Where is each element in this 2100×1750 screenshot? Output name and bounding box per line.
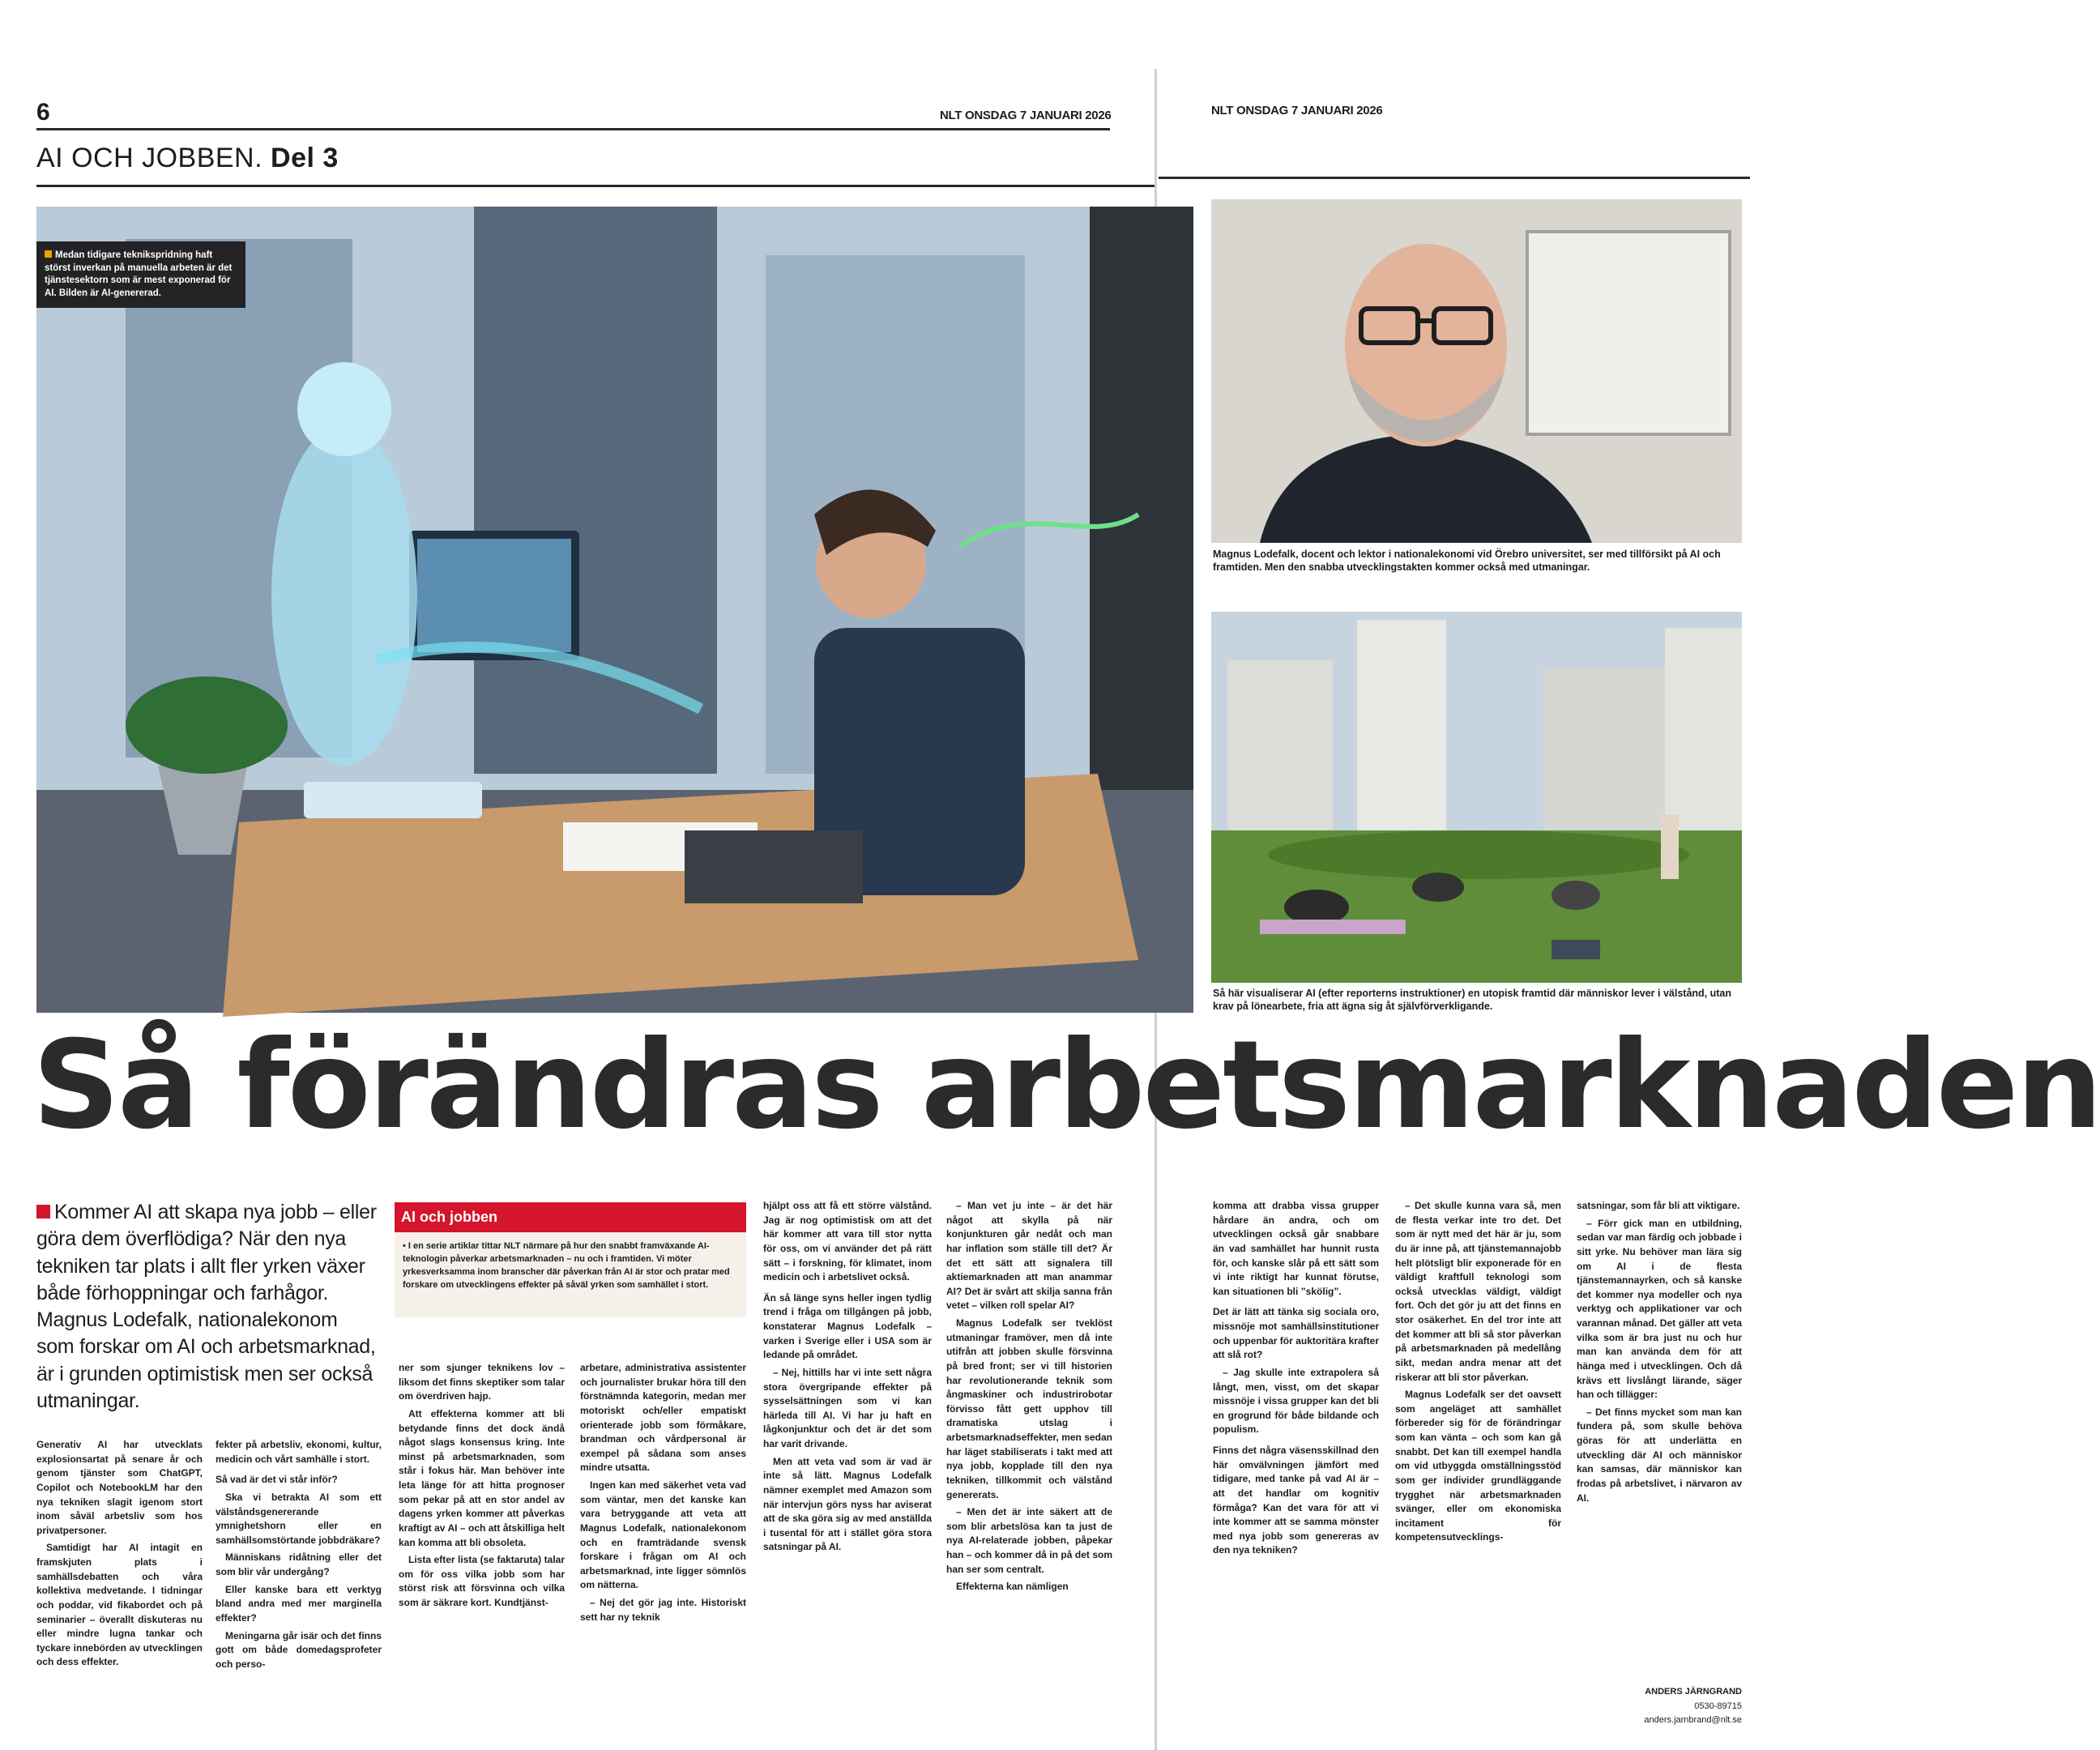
paragraph: Meningarna går isär och det finns gott om både domedagsprofeter och perso- bbox=[216, 1629, 382, 1670]
paragraph: komma att drabba vissa grupper hårdare än andra, och om utvecklingen också går snabbare än vad samhället har hunnit rusta för, och kanske slår på ett sätt som vi inte riktigt har kunnat förutse, kan situationen bli ”skölig”. bbox=[1213, 1200, 1379, 1297]
header-rule-left bbox=[36, 128, 1110, 130]
hero-image-caption bbox=[36, 241, 245, 308]
question: Så vad är det vi står inför? bbox=[216, 1474, 338, 1486]
paragraph: Samtidigt har AI intagit en framskjuten plats i samhällsdebatten och våra kollektiva medvetande. I tidningar och poddar, vid fikabordet och på seminarier – överallt diskuteras nu eller mindre lugna tankar och tyckare innebörden av utvecklingen och dess effekter. bbox=[36, 1542, 203, 1668]
factbox-title: AI och jobben bbox=[395, 1202, 746, 1232]
portrait-photo-magnus-lodefalk bbox=[1211, 199, 1742, 543]
paragraph: – Det finns mycket som man kan fundera på, som skulle behöva göras för att underlätta en utveckling där AI och människor kan samsas, där människor kan frodas på arbetslivet, i närvaron av AI. bbox=[1577, 1406, 1742, 1504]
paragraph: Men att veta vad som är vad är inte så lätt. Magnus Lodefalk nämner exemplet med Amazon som när intervjun görs nyss har aviserat att de ska göra sig av med anställda i tusental för att i stället göra stora satsningar på AI. bbox=[763, 1455, 932, 1553]
paragraph: – Men det är inte säkert att de som blir arbetslösa kan ta just de nya AI-relaterade jobben, påpekar han – och kommer då in på det som han ser som centralt. bbox=[946, 1506, 1112, 1575]
body-column-5 bbox=[946, 1199, 1112, 1598]
paragraph: – Det skulle kunna vara så, men de flesta verkar inte tro det. Det som är nytt med det här är ju, som du är inne på, att tjänstemannajobb helt plötsligt blir exponerade för en väldigt kraftfull teknologi som också utvecklas väldigt, väldigt fort. Och det gör ju att det finns en stor osäkerhet. En del tror inte att det kommer att bli så stor påverkan på arbetsmarknaden på medellång sikt, medan andra menar att det riskerar att bli stor påverkan. bbox=[1395, 1200, 1561, 1383]
byline-phone: 0530-89715 bbox=[1694, 1701, 1742, 1711]
ingress-marker-icon bbox=[36, 1205, 50, 1219]
paragraph: Än så länge syns heller ingen tydlig trend i fråga om tillgången på jobb, konstaterar Magnus Lodefalk – varken i Sverige eller i USA som är ledande på området. bbox=[763, 1291, 932, 1361]
paragraph: – Man vet ju inte – är det här något att skylla på när konjunkturen går nedåt och man har inflation som ställe till det? Är det ett sätt att signalera till aktiemarknaden att man anammar AI? Det är svårt att skilja sanna från vetet – vilken roll spelar AI? bbox=[946, 1200, 1112, 1312]
right-header-date: NLT ONSDAG 7 JANUARI 2026 bbox=[1211, 104, 1383, 117]
paragraph: arbetare, administrativa assistenter och journalister brukar höra till den förstnämnda kategorin, medan mer motoriskt och/eller empatiskt orienterade jobb som förmåkare, brandman och vårdpersonal är exempel på sådana som anses mindre utsatta. bbox=[580, 1362, 746, 1474]
body-column-4 bbox=[763, 1199, 932, 1558]
body-column-3 bbox=[580, 1361, 746, 1628]
paragraph: – Nej det gör jag inte. Historiskt sett har ny teknik bbox=[580, 1597, 746, 1623]
headline: Så förändras arbetsmarknaden bbox=[32, 1015, 2100, 1156]
body-column-1 bbox=[36, 1438, 203, 1673]
paragraph: – Nej, hittills har vi inte sett några stora övergripande effekter på sysselsättningen som vi kan härleda till AI. Vi har ju haft en lågkonjunktur och det är det som har varit drivande. bbox=[763, 1366, 932, 1449]
paragraph: ner som sjunger teknikens lov – liksom det finns skeptiker som talar om överdriven hajp. bbox=[399, 1362, 565, 1402]
paragraph: Ingen kan med säkerhet veta vad som väntar, men det kanske kan vara betryggande att veta att Magnus Lodefalk, nationalekonom och en framträdande svensk forskare i frågan om AI och arbetsmarknad, inte ligger sömnlös om nätterna. bbox=[580, 1479, 746, 1591]
park-caption: Så här visualiserar AI (efter reporterns instruktioner) en utopisk framtid där människor lever i välstånd, utan krav på lönearbete, fria att ägna sig åt självförverkligande. bbox=[1213, 988, 1732, 1013]
section-title bbox=[36, 143, 339, 174]
hero-caption-text: Medan tidigare teknikspridning haft störst inverkan på manuella arbeten är det tjänstesektorn som är mest exponerad för AI. Bilden är AI-genererad. bbox=[45, 250, 233, 298]
paragraph: Lista efter lista (se faktaruta) talar om för oss vilka jobb som har störst risk att försvinna och vilka som är säkrare kort. Kundtjänst- bbox=[399, 1554, 565, 1608]
body-column-7 bbox=[1395, 1199, 1561, 1548]
hero-image-ai-office bbox=[36, 207, 1193, 1013]
paragraph: fekter på arbetsliv, ekonomi, kultur, medicin och vårt samhälle i stort. bbox=[216, 1439, 382, 1465]
byline-name: ANDERS JÄRNGRAND bbox=[1645, 1687, 1742, 1697]
byline bbox=[1592, 1685, 1742, 1728]
paragraph: satsningar, som får bli att viktigare. bbox=[1577, 1200, 1740, 1211]
ingress-text: Kommer AI att skapa nya jobb – eller göra dem överflödiga? När den nya tekniken tar plats i allt fler yrken växer både förhoppningar och farhågor. Magnus Lodefalk, nationalekonom som forskar om AI och arbetsmarknad, är i grunden optimistisk men ser också utmaningar. bbox=[36, 1201, 377, 1412]
body-column-6 bbox=[1213, 1199, 1379, 1561]
header-rule-right bbox=[1159, 177, 1750, 179]
byline-email: anders.jarnbrand@nlt.se bbox=[1644, 1715, 1742, 1726]
section-part: Del 3 bbox=[271, 143, 339, 173]
paragraph: – Förr gick man en utbildning, sedan var man färdig och jobbade i sitt yrke. Nu behöver man lära sig om AI i de flesta tjänstemannayrken, och så kanske det kommer nya modeller och nya verktyg och applikationer var och varannan månad. Det gäller att veta vilka som är bra just nu och hur man kan använda dem för att hänga med i utvecklingen. Och då krävs ett livslångt lärande, säger han och tillägger: bbox=[1577, 1217, 1742, 1401]
paragraph: Magnus Lodefalk ser det oavsett som angeläget att samhället förbereder sig för de förändringar som kan vänta – och som kan gå snabbt. Det kan till exempel handla om vid utbyggda omställningsstöd som ger individer grundläggande trygghet när arbetsmarknaden svänger, eller om ekonomiska incitament för kompetensutvecklings- bbox=[1395, 1389, 1561, 1543]
paragraph: – Jag skulle inte extrapolera så långt, men, visst, om det skapar missnöje i vissa grupper kan det bli en grogrund för både bildande och populism. bbox=[1213, 1366, 1379, 1436]
ingress bbox=[36, 1199, 377, 1415]
section-rule bbox=[36, 185, 1155, 187]
portrait-caption: Magnus Lodefalk, docent och lektor i nationalekonomi vid Örebro universitet, ser med tillförsikt på AI och framtiden. Men den snabba utvecklingstakten kommer också med utmaningar. bbox=[1213, 548, 1721, 574]
page-number: 6 bbox=[36, 99, 50, 126]
body-column-2a bbox=[216, 1438, 382, 1675]
paragraph: Att effekterna kommer att bli betydande finns det dock ändå något slags konsensus kring. Inte minst på arbetsmarknaden, som står i fokus här. Man behöver inte leta länge för att hitta prognoser som pekar på att en stor andel av dagens yrken kommer att påverkas kraftigt av AI – och att åtskilliga helt kan komma att bli obsoleta. bbox=[399, 1407, 565, 1548]
factbox bbox=[395, 1202, 746, 1317]
paragraph: hjälpt oss att få ett större välstånd. Jag är nog optimistisk om att det här kommer att vara till stor nytta för oss, om vi använder det på rätt sätt – i forskning, för klimatet, inom medicin och i arbetslivet också. bbox=[763, 1200, 932, 1283]
paragraph: Ska vi betrakta AI som ett välståndsgenererande ymnighetshorn eller en samhällsomstörtande jobbdräkare? bbox=[216, 1491, 382, 1546]
paragraph: Eller kanske bara ett verktyg bland andra med mer marginella effekter? bbox=[216, 1583, 382, 1624]
park-photo-ai-utopia bbox=[1211, 612, 1742, 983]
paragraph: Människans ridåtning eller det som blir vår undergång? bbox=[216, 1552, 382, 1577]
paragraph: Generativ AI har utvecklats explosionsartat på senare år och genom tjänster som ChatGPT, Copilot och NotebookLM har den nya tekniken slagit igenom stort inom såväl arbetsliv som hos privatpersoner. bbox=[36, 1439, 203, 1536]
question: Finns det några väsensskillnad den här omvälvningen jämfört med tidigare, med tanke på vad AI är – att det handlar om kognitiv förmåga? Kan det vara för att vi inte kommer att se samma mönster med nya jobb som genereras av den nya tekniken? bbox=[1213, 1445, 1379, 1556]
body-column-2b bbox=[399, 1361, 565, 1614]
factbox-body: • I en serie artiklar tittar NLT närmare på hur den snabbt framväxande AI-teknologin påverkar arbetsmarknaden – nu och i framtiden. Vi möter yrkesverksamma inom branscher där påverkan från AI är stor och pratar med forskare om utvecklingens effekter på såväl yrken som samhället i stort. bbox=[403, 1241, 730, 1290]
paragraph: Magnus Lodefalk ser tveklöst utmaningar framöver, men då inte utifrån att jobben skulle försvinna på bred front; ser vi till historien har revolutionerande teknik som ångmaskiner och industrirobotar förvisso fått gett upphov till dramatiska utslag i arbetsmarknadseffekter, men sedan har läget stabiliserats i takt med att nya jobb, kopplade till den nya tekniken, tillkommit och välstånd genererats. bbox=[946, 1317, 1112, 1500]
body-column-8 bbox=[1577, 1199, 1742, 1509]
caption-marker-icon bbox=[45, 250, 52, 258]
section-title-label: AI OCH JOBBEN. bbox=[36, 143, 263, 173]
question: Det är lätt att tänka sig sociala oro, missnöje mot samhällsinstitutioner och uppenbar för auktoritära krafter att slå rot? bbox=[1213, 1306, 1379, 1361]
paragraph: Effekterna kan nämligen bbox=[956, 1581, 1069, 1593]
left-header-date: NLT ONSDAG 7 JANUARI 2026 bbox=[940, 109, 1112, 122]
